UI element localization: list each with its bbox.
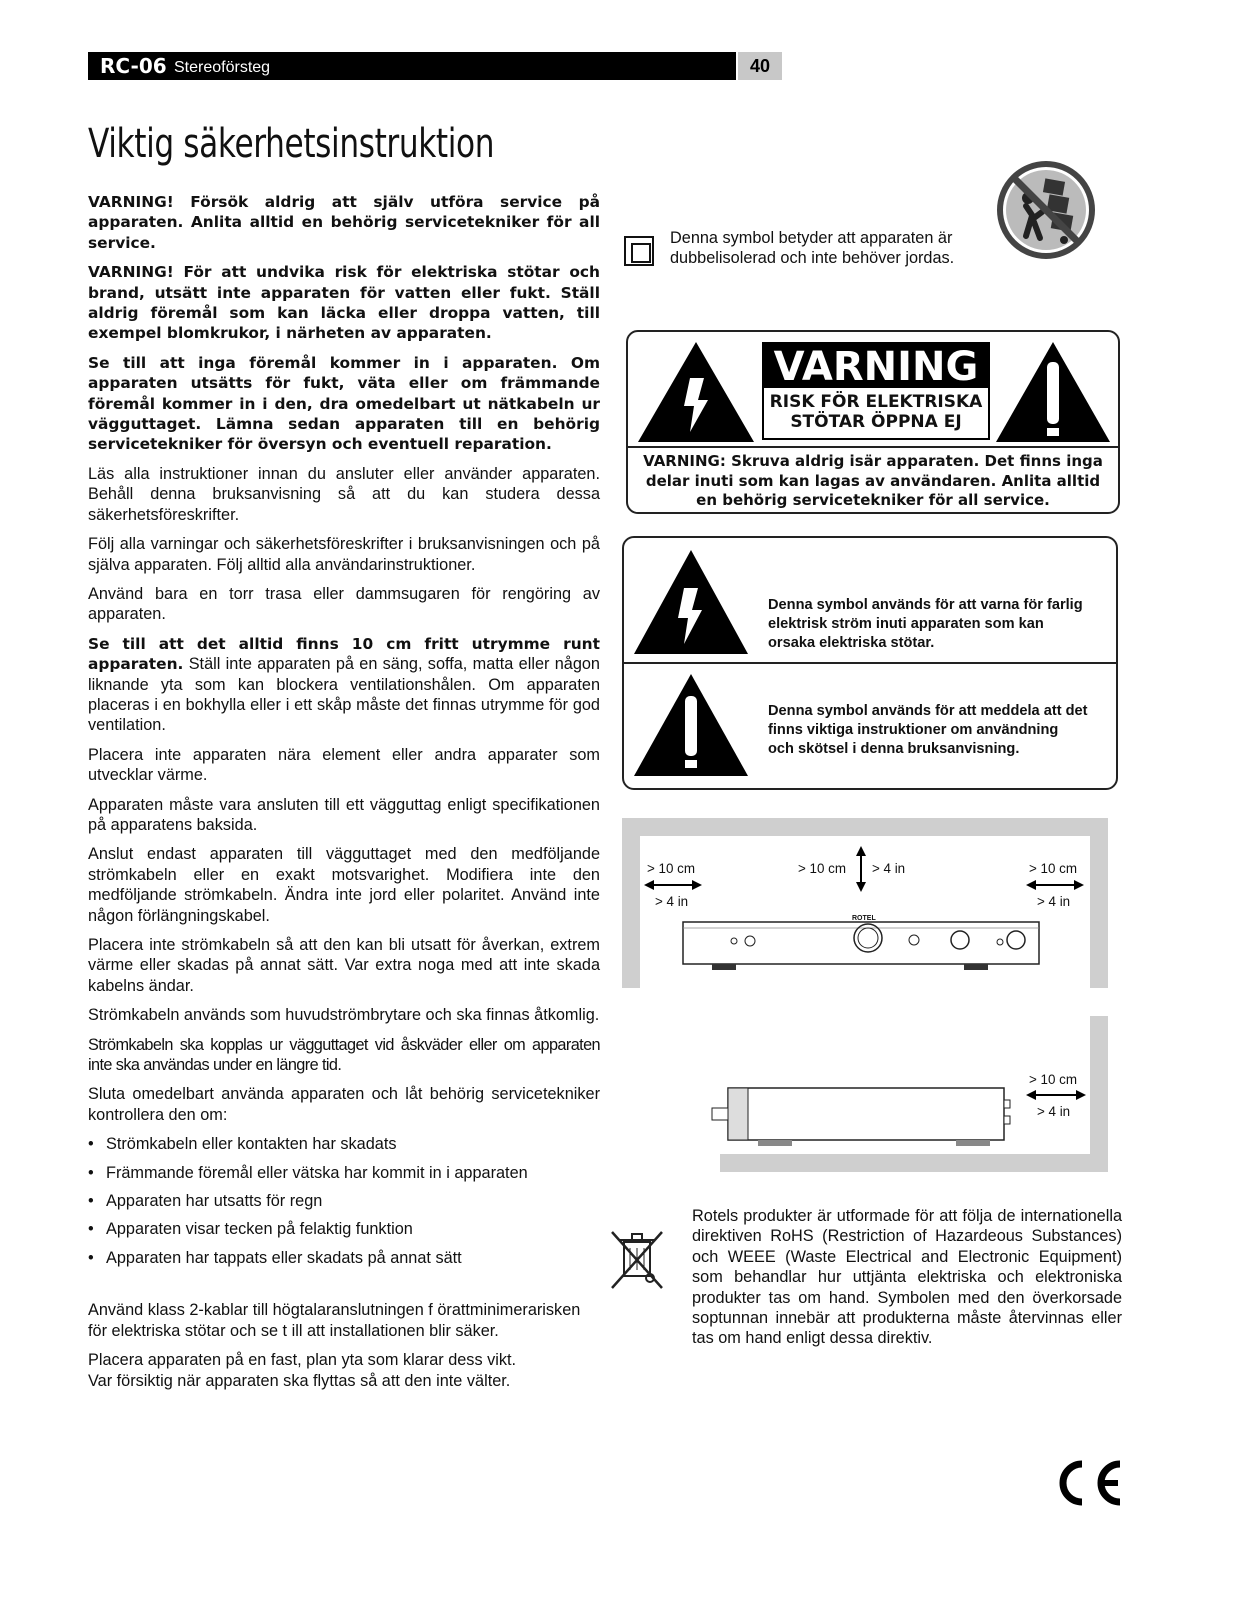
paragraph-power-cord: Anslut endast apparaten till vägguttaget med den medföljande strömkabeln eller en exakt motsvarighet. Modifiera inte den medföljande strömkabeln. Ändra inte jord eller polaritet. Använd inte någon förlängningskabel. [88, 845, 600, 925]
left-arrow-icon [644, 878, 702, 892]
exclamation-triangle-icon [994, 340, 1112, 444]
warning-subtitle-line2: STÖTAR ÖPPNA EJ [790, 412, 962, 432]
placement-line2: Var försiktig när apparaten ska flyttas så att den inte välter. [88, 1371, 511, 1390]
rohs-weee-text: Rotels produkter är utformade för att följa de internationella direktiven RoHS (Restriction of Hazardeous Substances) och WEEE (Waste Electrical and Electronic Equipment) som behandlar hur uttjänta elektriska och elektroniska produkter tas om hand. Symbolen med den överkorsade soptunnan innebär att produkterna måste återvinnas eller tas om hand enligt dessa direktiv. [692, 1207, 1122, 1348]
list-item: • Apparaten visar tecken på felaktig funktion [88, 1219, 600, 1239]
front-right-in-label: > 4 in [1037, 894, 1071, 909]
crossed-bin-icon [610, 1228, 664, 1292]
warning-subtitle [764, 392, 988, 432]
right-arrow-icon [1026, 878, 1084, 892]
page-number: 40 [738, 52, 782, 80]
list-item: • Strömkabeln eller kontakten har skadats [88, 1134, 600, 1154]
cart-tipover-icon [996, 160, 1096, 260]
paragraph-cleaning: Använd bara en torr trasa eller dammsugaren för rengöring av apparaten. [88, 584, 600, 624]
paragraph-class2-cables: Använd klass 2-kablar till högtalaranslutningen f örattminimerarisken för elektriska stötar och se t ill att installationen blir säker. [88, 1301, 581, 1340]
damage-list [88, 1134, 600, 1268]
side-cm-label: > 10 cm [1029, 1072, 1078, 1087]
front-top-in-label: > 4 in [872, 861, 906, 876]
warning-divider [628, 446, 1118, 448]
front-top-cm-label: > 10 cm [798, 861, 847, 876]
paragraph-main-switch: Strömkabeln används som huvudströmbrytare och ska finnas åtkomlig. [88, 1006, 600, 1025]
clearance-side-wall [1090, 1016, 1108, 1170]
header-model: RC-06 [100, 54, 167, 78]
page-title: Viktig säkerhetsinstruktion [88, 121, 495, 167]
list-item: • Apparaten har tappats eller skadats på annat sätt [88, 1248, 600, 1268]
amplifier-front-illustration [682, 916, 1040, 976]
list-item: • Apparaten har utsatts för regn [88, 1191, 600, 1211]
warning-service: VARNING! Försök aldrig att själv utföra service på apparaten. Anlita alltid en behörig servicetekniker för all service. [88, 193, 600, 252]
list-item: • Främmande föremål eller vätska har kommit in i apparaten [88, 1163, 600, 1183]
warning-subtitle-line1: RISK FÖR ELEKTRISKA [769, 392, 983, 412]
warning-bottom-text: VARNING: Skruva aldrig isär apparaten. Det finns inga delar inuti som kan lagas av användaren. Anlita alltid en behörig servicetekniker för all service. [643, 452, 1103, 509]
side-arrow-icon [1026, 1088, 1086, 1102]
ce-mark-icon [1052, 1458, 1124, 1508]
paragraph-unplug: Strömkabeln ska kopplas ur vägguttaget vid åskväder eller om apparaten inte ska användas under en längre tid. [88, 1035, 600, 1075]
front-left-in-label: > 4 in [655, 894, 689, 909]
paragraph-stop-using: Sluta omedelbart använda apparaten och låt behörig servicetekniker kontrollera den om: [88, 1085, 600, 1124]
paragraph-placement [88, 1350, 600, 1391]
double-square-icon [624, 236, 654, 266]
exclamation-symbol-text: Denna symbol används för att meddela att det finns viktiga instruktioner om användning och skötsel i denna bruksanvisning. [768, 703, 1088, 757]
placement-line1: Placera apparaten på en fast, plan yta som klarar dess vikt. [88, 1351, 517, 1370]
warning-moisture: VARNING! För att undvika risk för elektriska stötar och brand, utsätt inte apparaten för vatten eller fukt. Ställ aldrig föremål som kan läcka eller droppa vatten, till exempel blomkrukor, i närheten av apparaten. [88, 263, 600, 343]
ventilation-rest: Ställ inte apparaten på en säng, soffa, matta eller någon liknande yta som kan blockera ventilationshålen. Om apparaten placeras i en bokhylla eller i ett skåp måste det finnas utrymme för god ventilation. [88, 655, 600, 735]
left-column [88, 192, 600, 1400]
symbols-divider [624, 662, 1118, 664]
lightning-triangle-icon [632, 548, 750, 656]
amplifier-side-illustration [706, 1080, 1016, 1150]
front-right-cm-label: > 10 cm [1029, 861, 1078, 876]
paragraph-outlet: Apparaten måste vara ansluten till ett vägguttag enligt specifikationen på apparatens baksida. [88, 795, 600, 834]
paragraph-follow-warnings: Följ alla varningar och säkerhetsföreskrifter i bruksanvisningen och på själva apparaten. Följ alltid alla användarinstruktioner. [88, 535, 600, 574]
lightning-symbol-text: Denna symbol används för att varna för farlig elektrisk ström inuti apparaten som kan orsaka elektriska stötar. [768, 597, 1083, 651]
exclamation-triangle-icon [632, 672, 750, 778]
front-left-cm-label: > 10 cm [647, 861, 696, 876]
lightning-triangle-icon [636, 340, 756, 444]
clearance-side-floor [720, 1154, 1108, 1172]
paragraph-ventilation [88, 634, 600, 736]
up-down-arrow-icon [854, 846, 868, 892]
header-subtitle: Stereoförsteg [174, 59, 271, 76]
double-insulation-text: Denna symbol betyder att apparaten är dubbelisolerad och inte behöver jordas. [670, 229, 955, 268]
warning-objects: Se till att inga föremål kommer in i apparaten. Om apparaten utsätts för fukt, väta eller om främmande föremål kommer in i den, dra omedelbart ut nätkabeln ur vägguttaget. Lämna sedan apparaten till en behörig servicetekniker för översyn och eventuell reparation. [88, 353, 600, 454]
ce-mark-text: CE [1052, 1458, 1054, 1459]
ventilation-bold: Se till att det alltid finns 10 cm fritt utrymme runt apparaten. [88, 634, 600, 674]
side-in-label: > 4 in [1037, 1104, 1071, 1119]
warning-title: VARNING [764, 344, 988, 388]
paragraph-heat: Placera inte apparaten nära element eller andra apparater som utvecklar värme. [88, 745, 600, 785]
paragraph-cord-damage: Placera inte strömkabeln så att den kan bli utsatt för åverkan, extrem värme eller skadas på annat sätt. Var extra noga med att inte skada kabelns ändar. [88, 936, 600, 995]
paragraph-read-instructions: Läs alla instruktioner innan du ansluter eller använder apparaten. Behåll denna bruksanvisning så att du kan studera dessa säkerhetsföreskrifter. [88, 464, 600, 524]
brand-logo: ROTEL [852, 915, 876, 922]
